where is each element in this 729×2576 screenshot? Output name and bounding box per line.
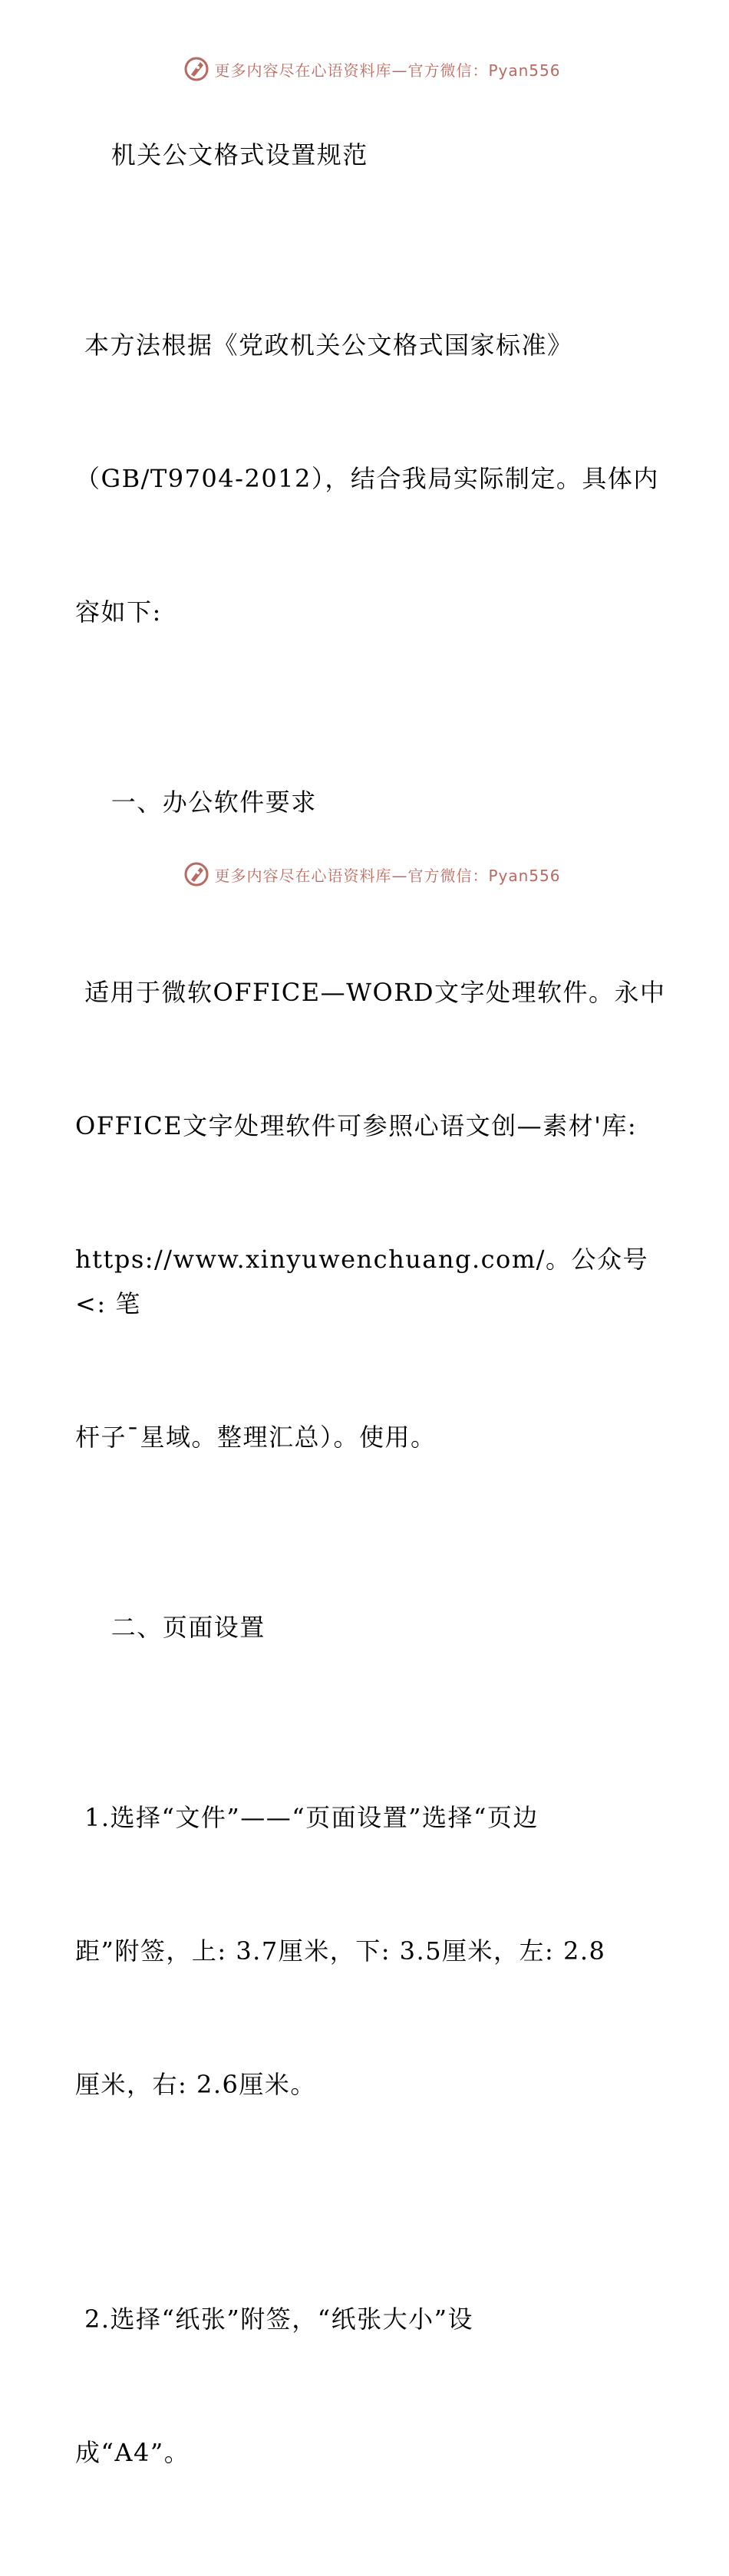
intro-line: 本方法根据《党政机关公文格式国家标准》 [84, 331, 573, 360]
software-line: https://www.xinyuwenchuang.com/。公众号<: 笔 [75, 1245, 648, 1318]
item-line: 厘米，右: 2.6厘米。 [75, 2070, 316, 2099]
footer-watermark [0, 859, 729, 890]
intro-paragraph [75, 234, 666, 723]
software-paragraph [75, 881, 666, 1548]
section-heading-page-setup [75, 1561, 666, 1694]
software-line: 杆子¯星域。整理汇总）。使用。 [75, 1423, 437, 1452]
page-setup-item-1 [75, 1706, 666, 2196]
item-line: 成“A4”。 [75, 2438, 190, 2467]
header-watermark [0, 54, 729, 84]
section-heading-text: 二、页面设置 [111, 1613, 266, 1642]
software-line: 适用于微软OFFICE—WORD文字处理软件。永中 [84, 978, 666, 1007]
intro-line: （GB/T9704-2012），结合我局实际制定。具体内 [75, 464, 659, 493]
item-line: 2.选择“纸张”附签，“纸张大小”设 [84, 2305, 473, 2334]
page-setup-item-2 [75, 2208, 666, 2564]
section-heading-software [75, 735, 666, 869]
item-line: 1.选择“文件”——“页面设置”选择“页边 [84, 1803, 539, 1832]
document-body [75, 88, 666, 2576]
pen-nib-circle-icon [183, 56, 209, 82]
software-line: OFFICE文字处理软件可参照心语文创—素材'库: [75, 1111, 638, 1140]
intro-line: 容如下: [75, 597, 162, 627]
section-heading-text: 一、办公软件要求 [111, 788, 317, 817]
footer-watermark-text: 更多内容尽在心语资料库—官方微信：Pyan556 [214, 866, 561, 885]
title-text: 机关公文格式设置规范 [111, 140, 368, 169]
item-line: 距”附签，上: 3.7厘米，下: 3.5厘米，左: 2.8 [75, 1936, 606, 1966]
document-title [75, 88, 666, 222]
header-watermark-text: 更多内容尽在心语资料库—官方微信：Pyan556 [214, 61, 561, 80]
pen-nib-circle-icon [183, 861, 209, 887]
